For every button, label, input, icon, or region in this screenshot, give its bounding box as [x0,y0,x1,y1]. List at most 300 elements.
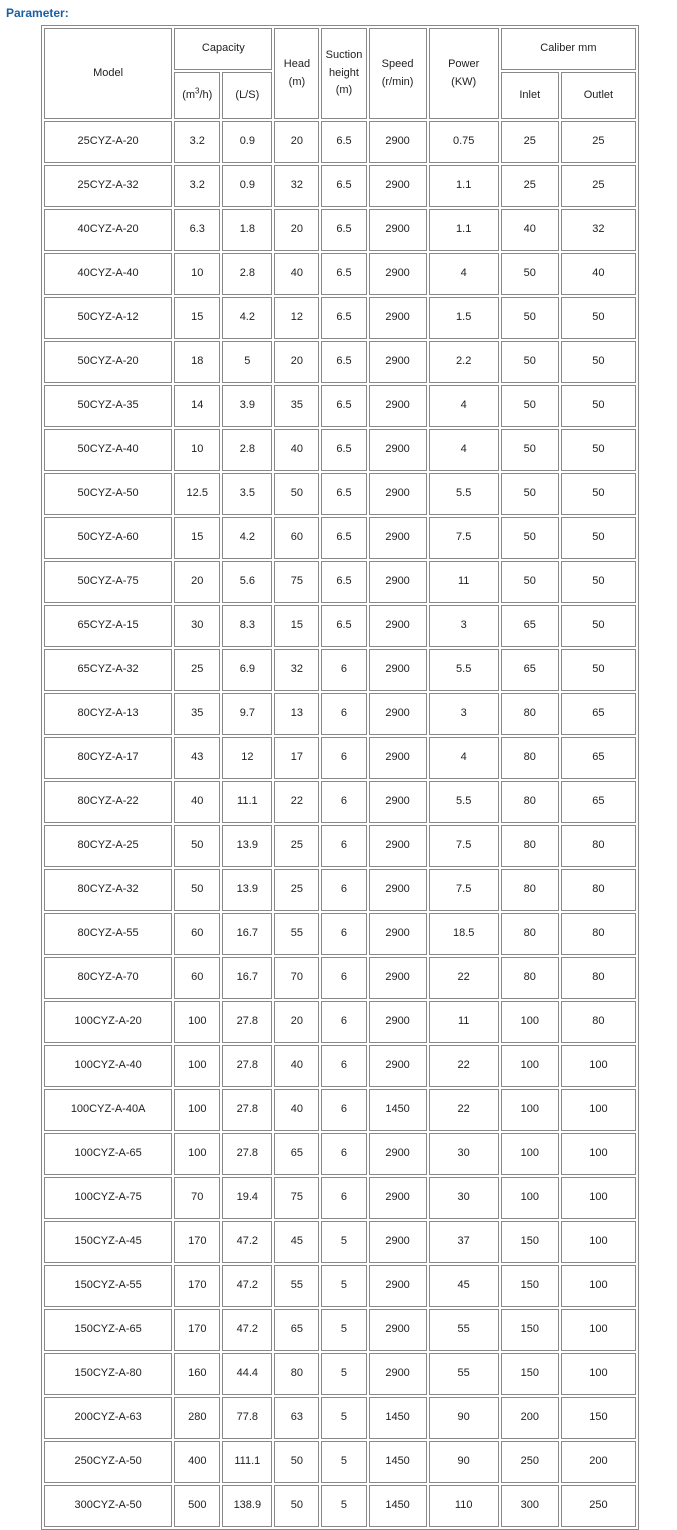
cell-suction-height: 6 [321,1177,366,1219]
cell-capacity-m3h: 100 [174,1133,220,1175]
cell-model: 50CYZ-A-50 [44,473,172,515]
cell-capacity-ls: 27.8 [222,1133,272,1175]
cell-outlet: 100 [561,1089,636,1131]
cell-power: 5.5 [429,649,499,691]
cell-capacity-ls: 13.9 [222,869,272,911]
cell-speed: 2900 [369,253,427,295]
cell-inlet: 50 [501,561,559,603]
cell-suction-height: 6.5 [321,385,366,427]
table-row [44,297,636,339]
cell-capacity-m3h: 70 [174,1177,220,1219]
cell-outlet: 50 [561,429,636,471]
cell-speed: 2900 [369,1177,427,1219]
cell-suction-height: 6.5 [321,297,366,339]
cell-head: 55 [274,913,319,955]
cell-power: 55 [429,1309,499,1351]
cell-speed: 2900 [369,1001,427,1043]
table-row [44,385,636,427]
cell-model: 50CYZ-A-40 [44,429,172,471]
table-row [44,1089,636,1131]
cell-speed: 2900 [369,1045,427,1087]
cell-speed: 2900 [369,561,427,603]
cell-head: 55 [274,1265,319,1307]
table-row [44,1353,636,1395]
cell-capacity-ls: 27.8 [222,1089,272,1131]
cell-capacity-ls: 4.2 [222,297,272,339]
cell-capacity-m3h: 25 [174,649,220,691]
cell-capacity-ls: 8.3 [222,605,272,647]
cell-outlet: 50 [561,517,636,559]
cell-model: 50CYZ-A-75 [44,561,172,603]
cell-outlet: 25 [561,165,636,207]
cell-inlet: 100 [501,1089,559,1131]
cell-capacity-ls: 0.9 [222,165,272,207]
cell-model: 80CYZ-A-22 [44,781,172,823]
cell-inlet: 65 [501,605,559,647]
cell-speed: 2900 [369,1265,427,1307]
cell-head: 20 [274,209,319,251]
cell-head: 25 [274,825,319,867]
cell-model: 50CYZ-A-60 [44,517,172,559]
cell-capacity-ls: 9.7 [222,693,272,735]
cell-capacity-ls: 111.1 [222,1441,272,1483]
cell-suction-height: 6 [321,649,366,691]
cell-suction-height: 6.5 [321,473,366,515]
cell-model: 50CYZ-A-12 [44,297,172,339]
cell-suction-height: 5 [321,1221,366,1263]
cell-capacity-ls: 19.4 [222,1177,272,1219]
cell-outlet: 80 [561,869,636,911]
cell-suction-height: 6.5 [321,165,366,207]
header-suction-height [321,28,366,119]
cell-capacity-m3h: 100 [174,1089,220,1131]
header-power-unit: (KW) [451,75,477,88]
cell-speed: 2900 [369,1353,427,1395]
cell-power: 3 [429,605,499,647]
cell-speed: 1450 [369,1485,427,1527]
cell-speed: 1450 [369,1397,427,1439]
cell-model: 100CYZ-A-65 [44,1133,172,1175]
cell-power: 7.5 [429,869,499,911]
cell-capacity-ls: 47.2 [222,1265,272,1307]
header-inlet: Inlet [501,72,559,119]
table-row [44,1485,636,1527]
cell-inlet: 80 [501,913,559,955]
cell-speed: 1450 [369,1441,427,1483]
cell-head: 75 [274,1177,319,1219]
cell-model: 50CYZ-A-35 [44,385,172,427]
cell-outlet: 50 [561,649,636,691]
cell-inlet: 300 [501,1485,559,1527]
cell-model: 80CYZ-A-55 [44,913,172,955]
cell-inlet: 25 [501,121,559,163]
cell-power: 90 [429,1397,499,1439]
cell-model: 25CYZ-A-32 [44,165,172,207]
cell-speed: 2900 [369,209,427,251]
cell-model: 80CYZ-A-32 [44,869,172,911]
table-row [44,429,636,471]
cell-capacity-ls: 77.8 [222,1397,272,1439]
header-head-label: Head [283,57,311,70]
cell-speed: 2900 [369,781,427,823]
cell-capacity-m3h: 6.3 [174,209,220,251]
header-power-label: Power [448,57,480,70]
table-header-row [44,28,636,70]
cell-capacity-ls: 47.2 [222,1221,272,1263]
cell-power: 2.2 [429,341,499,383]
cell-capacity-m3h: 14 [174,385,220,427]
cell-capacity-m3h: 15 [174,297,220,339]
cell-head: 40 [274,1089,319,1131]
table-row [44,1133,636,1175]
cell-power: 22 [429,1089,499,1131]
cell-inlet: 65 [501,649,559,691]
cell-suction-height: 5 [321,1485,366,1527]
cell-inlet: 80 [501,737,559,779]
cell-capacity-m3h: 170 [174,1265,220,1307]
cell-suction-height: 6 [321,781,366,823]
cell-power: 18.5 [429,913,499,955]
cell-outlet: 200 [561,1441,636,1483]
cell-model: 100CYZ-A-40A [44,1089,172,1131]
cell-suction-height: 6 [321,1089,366,1131]
cell-suction-height: 6.5 [321,253,366,295]
cell-capacity-ls: 3.9 [222,385,272,427]
cell-model: 200CYZ-A-63 [44,1397,172,1439]
cell-head: 75 [274,561,319,603]
cell-speed: 2900 [369,1133,427,1175]
cell-speed: 2900 [369,825,427,867]
table-row [44,957,636,999]
cell-power: 11 [429,561,499,603]
cell-speed: 2900 [369,605,427,647]
cell-capacity-m3h: 12.5 [174,473,220,515]
cell-head: 40 [274,1045,319,1087]
cell-outlet: 80 [561,957,636,999]
cell-power: 37 [429,1221,499,1263]
cell-head: 50 [274,473,319,515]
cell-inlet: 80 [501,957,559,999]
cell-model: 40CYZ-A-40 [44,253,172,295]
cell-speed: 2900 [369,341,427,383]
cell-head: 15 [274,605,319,647]
cell-head: 50 [274,1441,319,1483]
cell-suction-height: 6 [321,1045,366,1087]
cell-inlet: 80 [501,693,559,735]
cell-power: 0.75 [429,121,499,163]
table-row [44,253,636,295]
cell-power: 1.1 [429,165,499,207]
cell-inlet: 50 [501,429,559,471]
cell-outlet: 100 [561,1045,636,1087]
cell-inlet: 250 [501,1441,559,1483]
cell-capacity-m3h: 35 [174,693,220,735]
cell-model: 150CYZ-A-80 [44,1353,172,1395]
cell-inlet: 150 [501,1265,559,1307]
cell-suction-height: 5 [321,1265,366,1307]
cell-model: 100CYZ-A-75 [44,1177,172,1219]
cell-speed: 2900 [369,869,427,911]
cell-capacity-m3h: 100 [174,1045,220,1087]
header-m3h-post: /h) [199,88,213,101]
table-row [44,165,636,207]
cell-head: 70 [274,957,319,999]
cell-head: 40 [274,253,319,295]
cell-capacity-m3h: 15 [174,517,220,559]
cell-head: 40 [274,429,319,471]
cell-power: 4 [429,253,499,295]
table-row [44,1221,636,1263]
header-head-unit: (m) [288,75,306,88]
cell-model: 80CYZ-A-17 [44,737,172,779]
cell-capacity-ls: 3.5 [222,473,272,515]
cell-speed: 2900 [369,649,427,691]
cell-head: 45 [274,1221,319,1263]
cell-capacity-m3h: 280 [174,1397,220,1439]
table-row [44,1265,636,1307]
cell-capacity-ls: 0.9 [222,121,272,163]
header-capacity-m3h [174,72,220,119]
cell-suction-height: 6.5 [321,429,366,471]
cell-capacity-ls: 44.4 [222,1353,272,1395]
cell-model: 80CYZ-A-25 [44,825,172,867]
cell-capacity-m3h: 18 [174,341,220,383]
cell-inlet: 150 [501,1353,559,1395]
table-row [44,737,636,779]
cell-head: 13 [274,693,319,735]
cell-head: 65 [274,1133,319,1175]
cell-inlet: 100 [501,1001,559,1043]
cell-speed: 2900 [369,385,427,427]
cell-inlet: 50 [501,253,559,295]
header-m3h-pre: (m [182,88,196,101]
cell-power: 3 [429,693,499,735]
cell-model: 25CYZ-A-20 [44,121,172,163]
header-suction-unit: (m) [335,84,353,97]
cell-outlet: 100 [561,1353,636,1395]
cell-model: 150CYZ-A-65 [44,1309,172,1351]
cell-outlet: 100 [561,1309,636,1351]
cell-inlet: 100 [501,1133,559,1175]
header-m3h-sup: 3 [195,86,200,96]
cell-capacity-m3h: 60 [174,913,220,955]
cell-outlet: 100 [561,1265,636,1307]
cell-capacity-ls: 2.8 [222,253,272,295]
cell-capacity-m3h: 50 [174,825,220,867]
cell-outlet: 100 [561,1221,636,1263]
cell-speed: 1450 [369,1089,427,1131]
cell-suction-height: 6.5 [321,605,366,647]
cell-speed: 2900 [369,517,427,559]
cell-outlet: 32 [561,209,636,251]
table-row [44,869,636,911]
header-power [429,28,499,119]
cell-suction-height: 6 [321,737,366,779]
cell-power: 11 [429,1001,499,1043]
cell-inlet: 80 [501,825,559,867]
cell-suction-height: 6 [321,1133,366,1175]
cell-capacity-m3h: 100 [174,1001,220,1043]
cell-speed: 2900 [369,429,427,471]
cell-inlet: 200 [501,1397,559,1439]
cell-power: 90 [429,1441,499,1483]
cell-head: 22 [274,781,319,823]
header-capacity-ls: (L/S) [222,72,272,119]
cell-head: 65 [274,1309,319,1351]
cell-suction-height: 6 [321,825,366,867]
cell-power: 30 [429,1133,499,1175]
header-speed [369,28,427,119]
cell-head: 20 [274,121,319,163]
cell-speed: 2900 [369,913,427,955]
cell-suction-height: 6 [321,913,366,955]
cell-capacity-ls: 1.8 [222,209,272,251]
table-row [44,913,636,955]
cell-capacity-m3h: 30 [174,605,220,647]
header-speed-label: Speed [381,57,414,70]
cell-inlet: 50 [501,341,559,383]
cell-speed: 2900 [369,165,427,207]
cell-capacity-ls: 4.2 [222,517,272,559]
cell-power: 110 [429,1485,499,1527]
cell-model: 100CYZ-A-20 [44,1001,172,1043]
cell-suction-height: 5 [321,1353,366,1395]
cell-capacity-m3h: 10 [174,253,220,295]
cell-model: 65CYZ-A-15 [44,605,172,647]
cell-model: 100CYZ-A-40 [44,1045,172,1087]
cell-head: 32 [274,165,319,207]
table-row [44,561,636,603]
cell-capacity-m3h: 50 [174,869,220,911]
cell-speed: 2900 [369,1309,427,1351]
cell-capacity-ls: 5.6 [222,561,272,603]
cell-capacity-m3h: 170 [174,1221,220,1263]
cell-head: 20 [274,1001,319,1043]
header-head [274,28,319,119]
cell-inlet: 150 [501,1221,559,1263]
cell-capacity-m3h: 400 [174,1441,220,1483]
cell-outlet: 80 [561,913,636,955]
cell-model: 80CYZ-A-70 [44,957,172,999]
cell-capacity-m3h: 60 [174,957,220,999]
cell-capacity-ls: 6.9 [222,649,272,691]
cell-model: 40CYZ-A-20 [44,209,172,251]
cell-capacity-m3h: 43 [174,737,220,779]
table-row [44,209,636,251]
cell-power: 5.5 [429,473,499,515]
table-row [44,517,636,559]
cell-model: 250CYZ-A-50 [44,1441,172,1483]
cell-capacity-m3h: 40 [174,781,220,823]
cell-suction-height: 6.5 [321,209,366,251]
cell-model: 80CYZ-A-13 [44,693,172,735]
cell-power: 7.5 [429,517,499,559]
cell-speed: 2900 [369,693,427,735]
cell-outlet: 100 [561,1177,636,1219]
cell-suction-height: 6 [321,693,366,735]
cell-outlet: 50 [561,605,636,647]
cell-inlet: 40 [501,209,559,251]
table-row [44,473,636,515]
parameter-table [41,25,639,1530]
cell-capacity-ls: 16.7 [222,957,272,999]
cell-outlet: 80 [561,825,636,867]
table-row [44,781,636,823]
header-suction-l2: height [329,66,359,79]
header-capacity: Capacity [174,28,272,70]
cell-capacity-ls: 27.8 [222,1001,272,1043]
cell-power: 7.5 [429,825,499,867]
cell-power: 4 [429,385,499,427]
cell-power: 1.1 [429,209,499,251]
table-row [44,1309,636,1351]
cell-capacity-ls: 16.7 [222,913,272,955]
cell-head: 50 [274,1485,319,1527]
table-row [44,1045,636,1087]
cell-suction-height: 6 [321,869,366,911]
cell-suction-height: 6.5 [321,517,366,559]
cell-head: 35 [274,385,319,427]
cell-outlet: 65 [561,781,636,823]
cell-capacity-ls: 138.9 [222,1485,272,1527]
cell-capacity-m3h: 500 [174,1485,220,1527]
cell-speed: 2900 [369,121,427,163]
cell-capacity-m3h: 160 [174,1353,220,1395]
cell-power: 5.5 [429,781,499,823]
table-row [44,825,636,867]
cell-outlet: 25 [561,121,636,163]
cell-inlet: 50 [501,517,559,559]
cell-capacity-m3h: 3.2 [174,121,220,163]
section-title: Parameter: [6,6,69,20]
cell-capacity-ls: 47.2 [222,1309,272,1351]
cell-speed: 2900 [369,957,427,999]
cell-model: 300CYZ-A-50 [44,1485,172,1527]
table-row [44,693,636,735]
cell-capacity-ls: 12 [222,737,272,779]
cell-outlet: 250 [561,1485,636,1527]
cell-outlet: 100 [561,1133,636,1175]
cell-inlet: 25 [501,165,559,207]
cell-suction-height: 6.5 [321,121,366,163]
cell-power: 22 [429,957,499,999]
cell-capacity-m3h: 10 [174,429,220,471]
cell-speed: 2900 [369,737,427,779]
cell-power: 4 [429,737,499,779]
header-suction-l1: Suction [325,49,363,62]
cell-suction-height: 6 [321,957,366,999]
cell-model: 50CYZ-A-20 [44,341,172,383]
cell-capacity-ls: 27.8 [222,1045,272,1087]
cell-model: 150CYZ-A-55 [44,1265,172,1307]
cell-suction-height: 5 [321,1309,366,1351]
cell-speed: 2900 [369,473,427,515]
cell-suction-height: 6.5 [321,561,366,603]
cell-capacity-m3h: 3.2 [174,165,220,207]
cell-suction-height: 5 [321,1397,366,1439]
cell-head: 63 [274,1397,319,1439]
cell-outlet: 50 [561,297,636,339]
cell-suction-height: 5 [321,1441,366,1483]
cell-power: 30 [429,1177,499,1219]
cell-head: 12 [274,297,319,339]
table-row [44,1397,636,1439]
cell-head: 60 [274,517,319,559]
cell-capacity-ls: 5 [222,341,272,383]
cell-head: 17 [274,737,319,779]
table-row [44,341,636,383]
cell-suction-height: 6.5 [321,341,366,383]
